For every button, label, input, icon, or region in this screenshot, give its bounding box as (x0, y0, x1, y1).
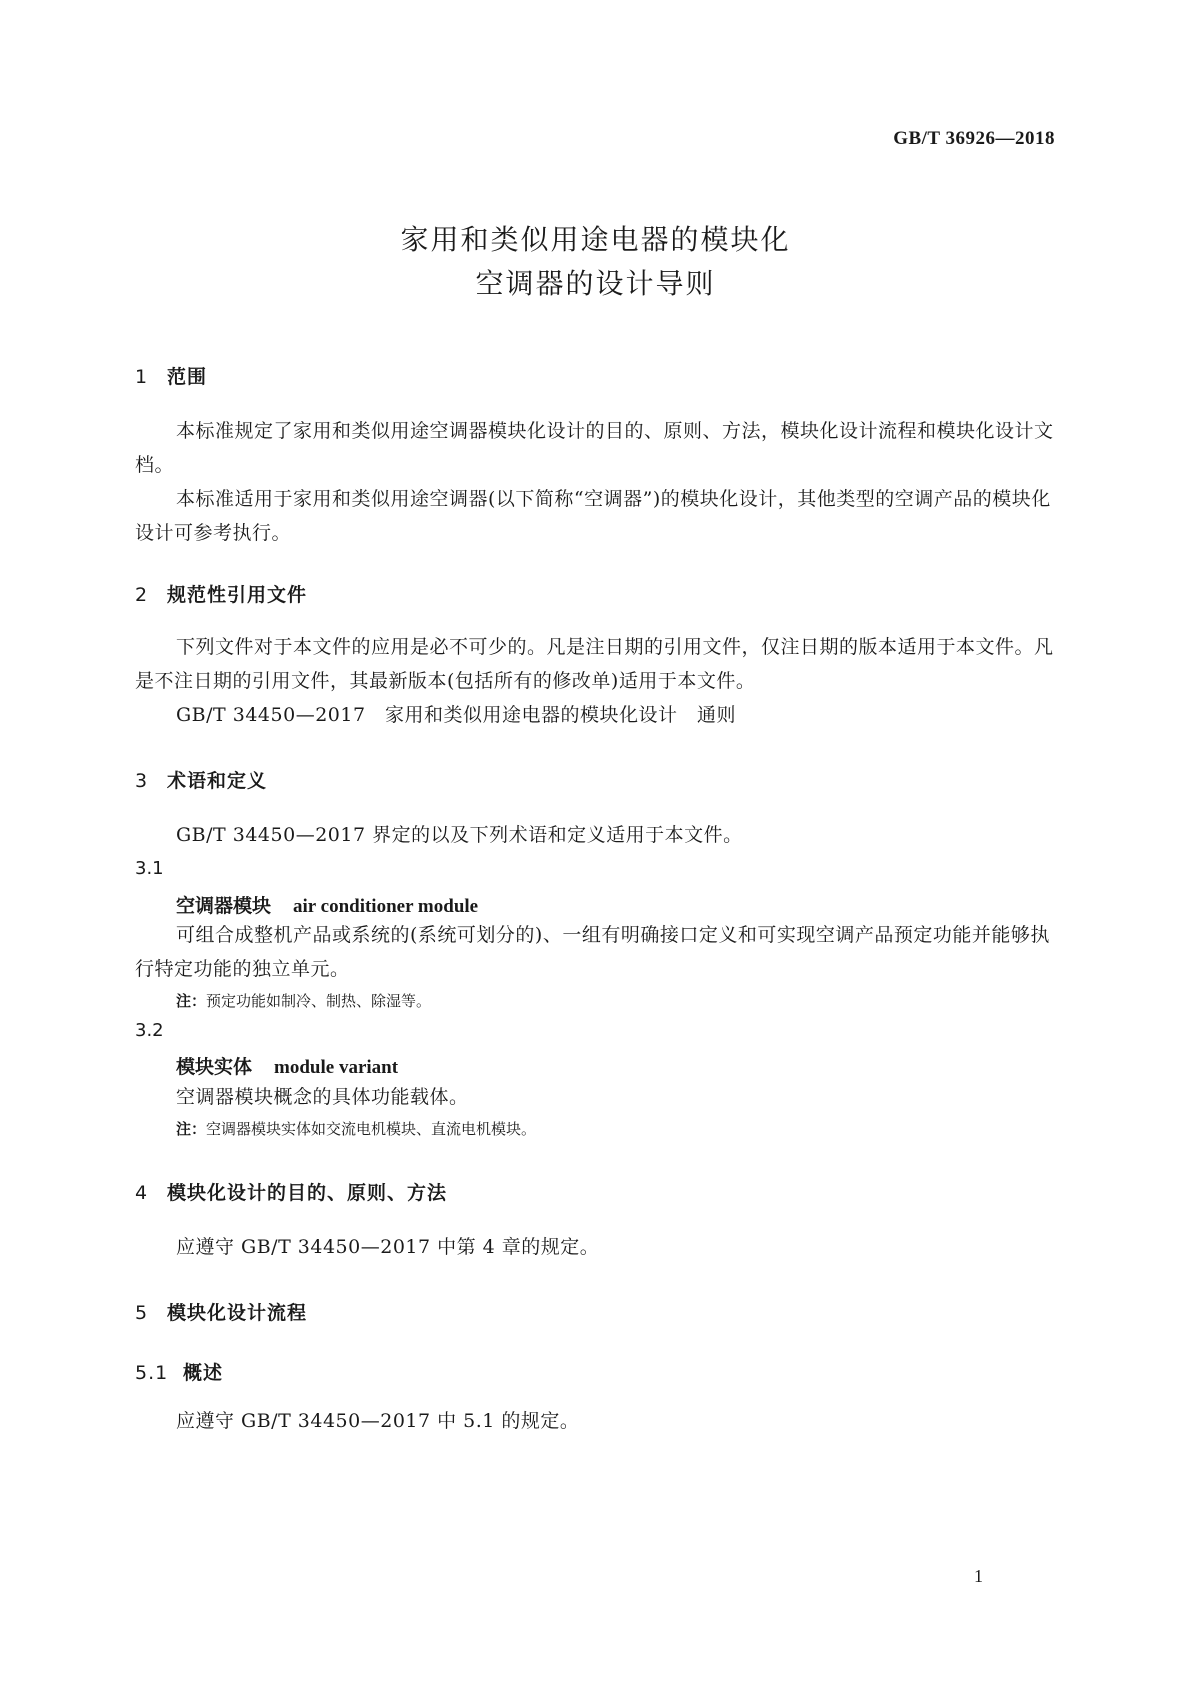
section-2-heading (135, 580, 307, 607)
term-3-2 (176, 1052, 398, 1079)
term-en: air conditioner module (293, 896, 479, 917)
term-en: module variant (274, 1057, 399, 1078)
term-zh: 模块实体 (176, 1056, 253, 1078)
term-3-1-definition: 可组合成整机产品或系统的(系统可划分的)、一组有明确接口定义和可实现空调产品预定功能并能够执行特定功能的独立单元。 (135, 924, 1050, 980)
note-text: 空调器模块实体如交流电机模块、直流电机模块。 (206, 1120, 537, 1138)
term-3-1 (176, 891, 478, 918)
section-1-heading (135, 362, 207, 389)
section-5-heading (135, 1298, 307, 1325)
term-3-2-number: 3.2 (135, 1020, 164, 1041)
section-number: 4 (135, 1182, 149, 1204)
note-text: 预定功能如制冷、制热、除湿等。 (206, 992, 432, 1010)
section-number: 1 (135, 366, 149, 388)
section-5-1-paragraph-1: 应遵守 GB/T 34450—2017 中 5.1 的规定。 (176, 1410, 580, 1432)
section-number: 5.1 (135, 1362, 169, 1384)
section-number: 2 (135, 584, 149, 606)
document-title-line2: 空调器的设计导则 (475, 267, 716, 300)
term-3-1-number: 3.1 (135, 858, 164, 879)
note-label: 注： (176, 1120, 207, 1138)
section-title: 模块化设计流程 (167, 1302, 308, 1324)
section-3-heading (135, 766, 267, 793)
note-label: 注： (176, 992, 207, 1010)
section-3-intro: GB/T 34450—2017 界定的以及下列术语和定义适用于本文件。 (176, 824, 743, 846)
term-3-2-note (176, 1118, 536, 1139)
section-4-heading (135, 1178, 447, 1205)
term-3-1-note (176, 990, 431, 1011)
term-3-2-definition: 空调器模块概念的具体功能载体。 (176, 1086, 469, 1108)
document-title-line1: 家用和类似用途电器的模块化 (400, 223, 791, 256)
section-2-paragraph-1: 下列文件对于本文件的应用是必不可少的。凡是注日期的引用文件，仅注日期的版本适用于本文件。凡是不注日期的引用文件，其最新版本(包括所有的修改单)适用于本文件。 (135, 636, 1054, 692)
section-title: 规范性引用文件 (167, 584, 308, 606)
page-number: 1 (974, 1566, 983, 1586)
standard-number: GB/T 36926—2018 (893, 128, 1055, 149)
section-title: 术语和定义 (167, 770, 268, 792)
section-5-1-heading (135, 1358, 223, 1385)
section-number: 5 (135, 1302, 149, 1324)
section-title: 范围 (167, 366, 208, 388)
section-title: 概述 (183, 1362, 224, 1384)
section-1-paragraph-1: 本标准规定了家用和类似用途空调器模块化设计的目的、原则、方法，模块化设计流程和模块化设计文档。 (135, 420, 1054, 476)
section-4-paragraph-1: 应遵守 GB/T 34450—2017 中第 4 章的规定。 (176, 1236, 600, 1258)
section-number: 3 (135, 770, 149, 792)
section-1-paragraph-2: 本标准适用于家用和类似用途空调器(以下简称“空调器”)的模块化设计，其他类型的空调产品的模块化设计可参考执行。 (135, 488, 1051, 544)
normative-reference: GB/T 34450—2017 家用和类似用途电器的模块化设计 通则 (176, 704, 737, 726)
section-title: 模块化设计的目的、原则、方法 (167, 1182, 448, 1204)
term-zh: 空调器模块 (176, 895, 272, 917)
